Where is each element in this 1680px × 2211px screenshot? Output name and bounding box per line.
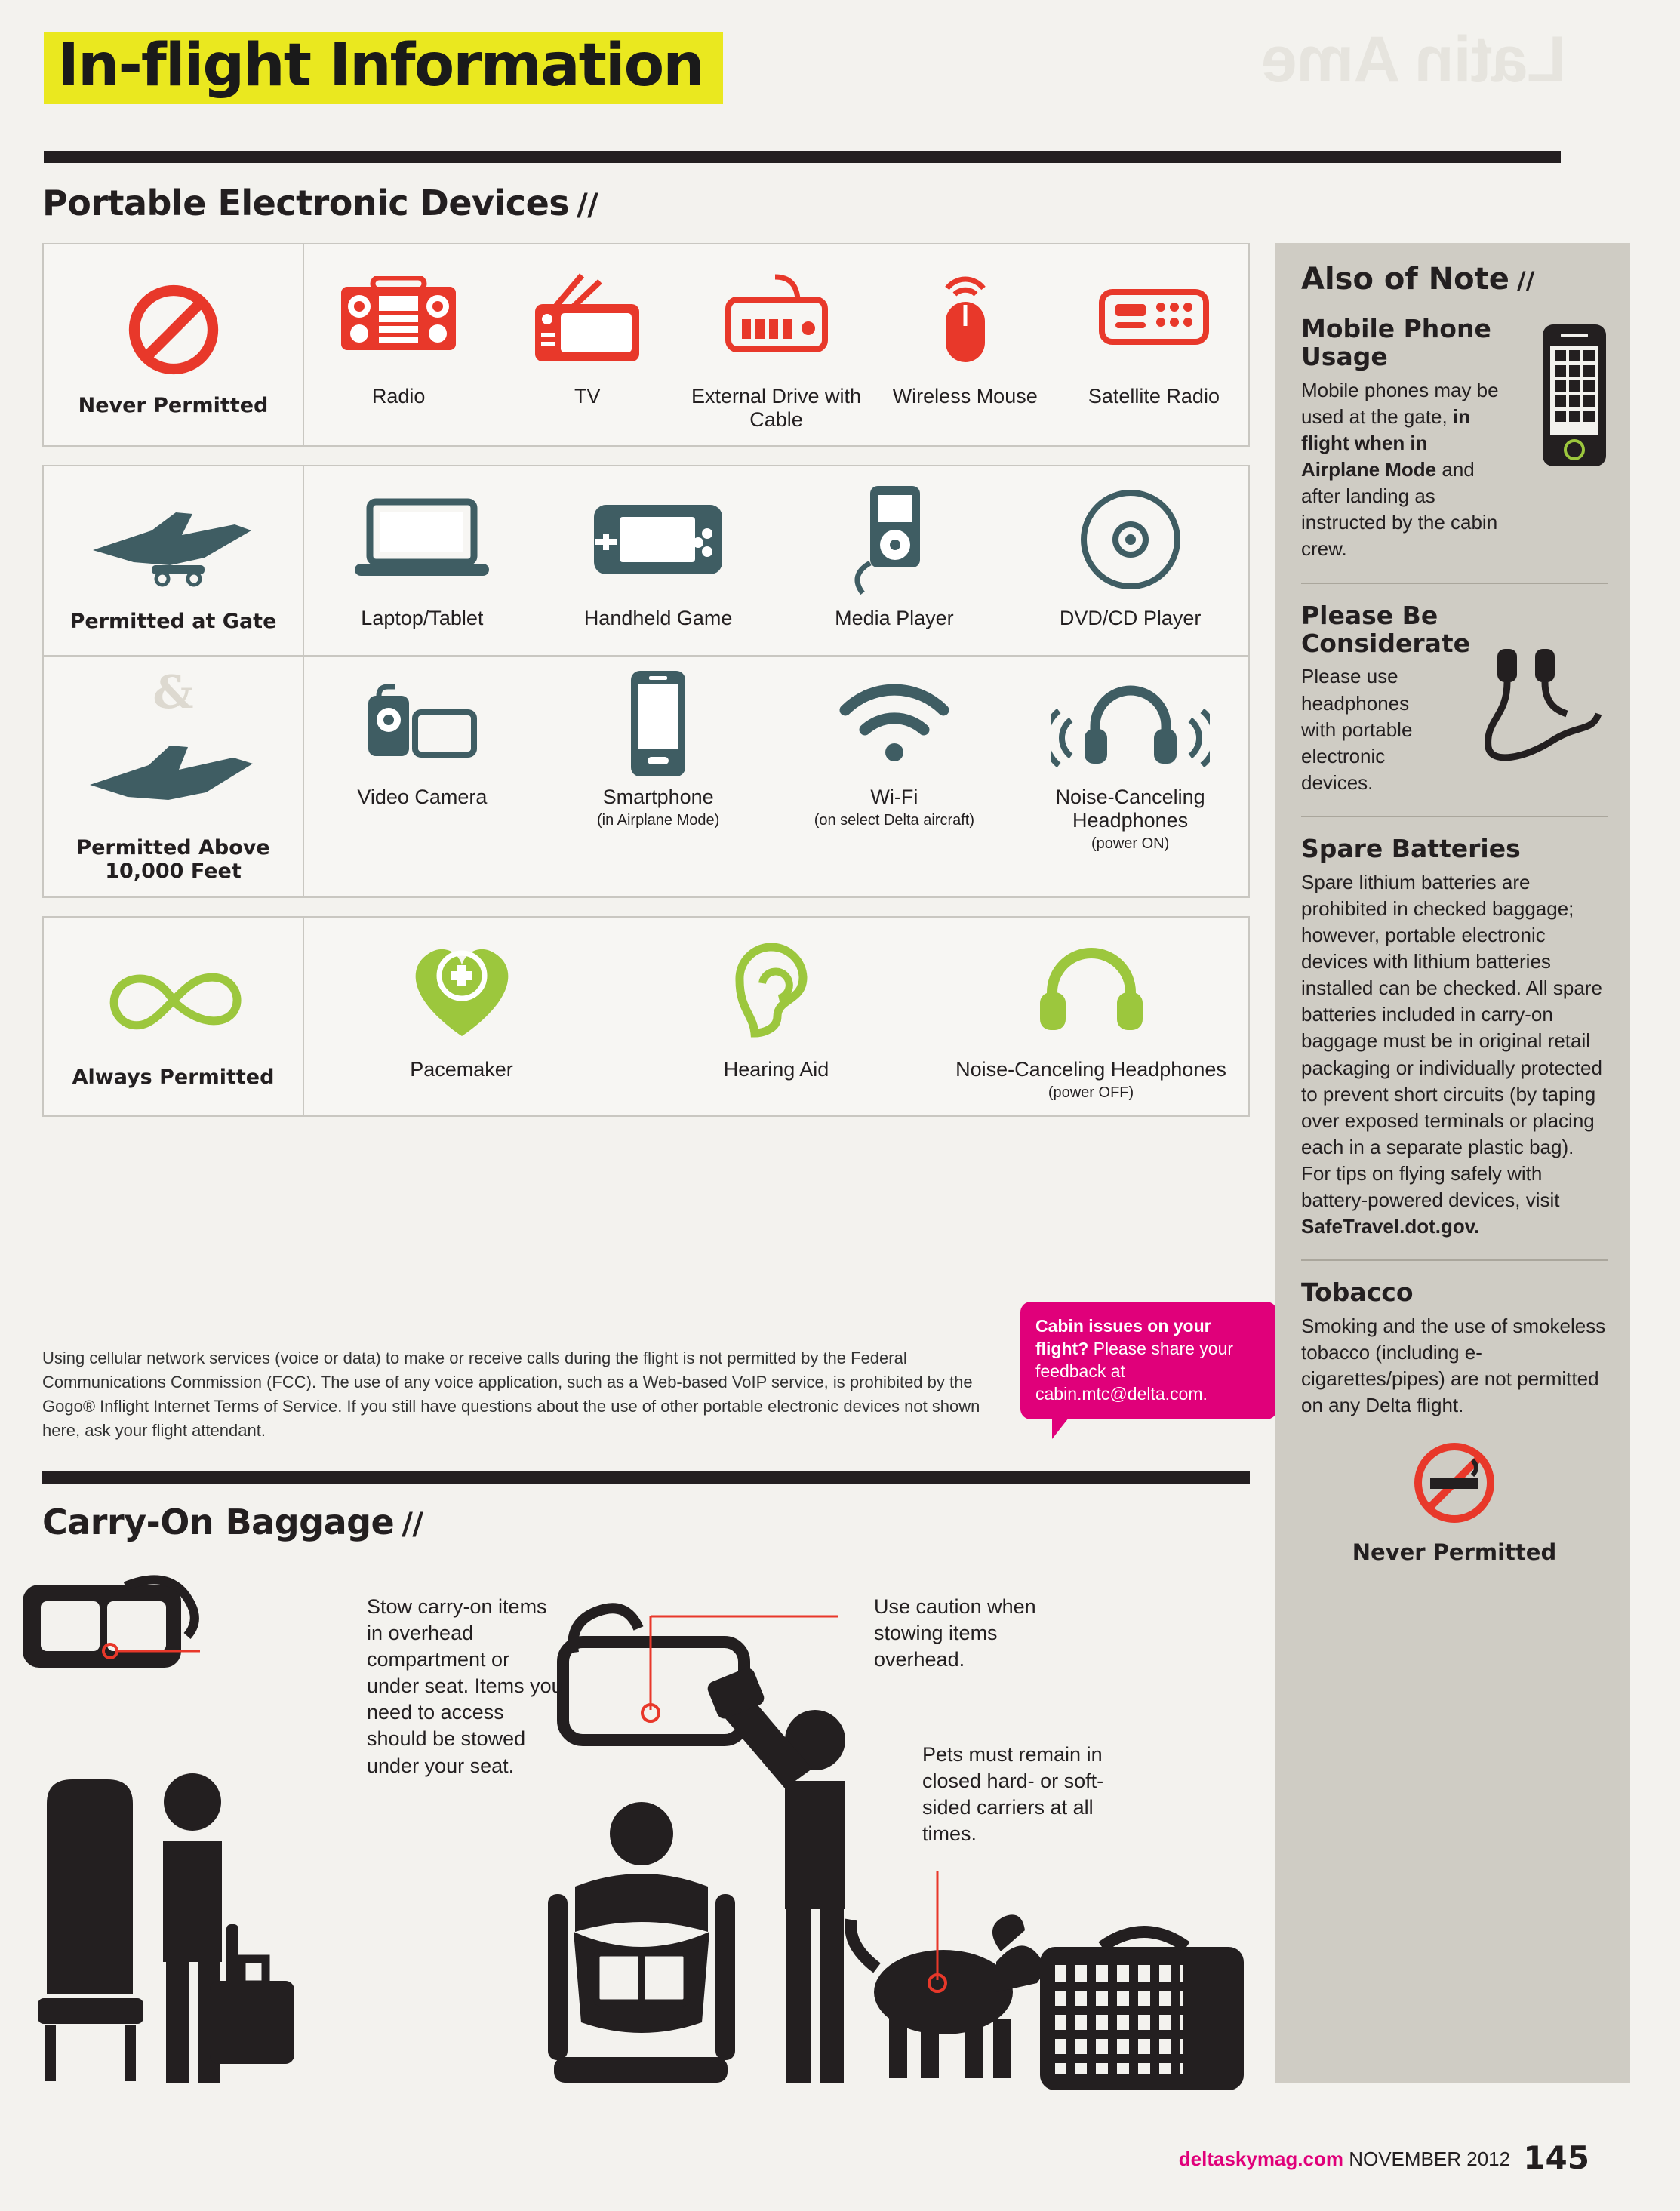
ped-item-subcaption: (on select Delta aircraft) bbox=[814, 812, 975, 829]
smartphone-icon bbox=[546, 673, 771, 775]
feedback-callout-text: Please share your feedback at cabin.mtc@delta.com. bbox=[1035, 1338, 1234, 1404]
satellite-radio-icon bbox=[1066, 261, 1242, 374]
ped-block-always-permitted bbox=[42, 916, 1250, 1117]
sidebar-block-text: Smoking and the use of smokeless tobacco (including e-cigarettes/pipes) are not permitted on any Delta flight. bbox=[1301, 1315, 1606, 1417]
ped-items-row-always bbox=[304, 918, 1248, 1115]
carryon-rule bbox=[42, 1471, 1250, 1484]
carryon-callout-caution: Use caution when stowing items overhead. bbox=[874, 1595, 1036, 1671]
infinity-icon bbox=[91, 945, 257, 1058]
ped-items-row bbox=[304, 244, 1248, 445]
ped-disclaimer: Using cellular network services (voice or data) to make or receive calls during the flight is not permitted by the Federal Communications Commission (FCC). The use of any voice application, such as a Web-based VoIP service, is prohibited by the Gogo® Inflight Internet Terms of Service. If you still have questions about the use of other portable electronic devices not shown here, ask your flight attendant. bbox=[42, 1348, 980, 1440]
slash-decoration-2: // bbox=[402, 1507, 423, 1542]
ped-row-label-cell bbox=[44, 244, 304, 445]
text-part-bold: SafeTravel.dot.gov. bbox=[1301, 1215, 1480, 1238]
page-title: In-flight Information bbox=[57, 32, 703, 100]
ped-item-nc-headphones-off bbox=[934, 934, 1248, 1102]
ampersand-decoration: & bbox=[152, 666, 194, 720]
ped-item-caption: Satellite Radio bbox=[1088, 385, 1220, 407]
ped-item-caption: TV bbox=[574, 385, 601, 407]
service-dog-icon bbox=[851, 1871, 1043, 2078]
ped-item-caption: Media Player bbox=[835, 607, 954, 630]
video-camera-icon bbox=[310, 673, 534, 775]
mobile-phone-icon bbox=[1538, 320, 1611, 475]
ped-item-wifi bbox=[777, 673, 1013, 829]
sidebar-block-title: Mobile Phone Usage bbox=[1301, 314, 1491, 371]
title-rule bbox=[44, 151, 1561, 163]
sidebar-separator bbox=[1301, 583, 1608, 584]
sidebar-block-considerate bbox=[1301, 602, 1608, 796]
ped-item-caption: Smartphone bbox=[602, 786, 714, 809]
overhead-bin-left-icon bbox=[23, 1579, 200, 1668]
ped-item-caption: Noise-Canceling Headphones bbox=[955, 1058, 1226, 1081]
sidebar-block-text bbox=[1301, 869, 1608, 1240]
no-smoking-figure bbox=[1301, 1439, 1608, 1565]
ped-item-caption: Wireless Mouse bbox=[892, 385, 1038, 407]
ped-item-laptop-tablet bbox=[304, 483, 540, 630]
ped-item-caption: Pacemaker bbox=[410, 1058, 513, 1081]
airplane-seat-icon bbox=[38, 1779, 143, 2081]
no-smoking-caption: Never Permitted bbox=[1352, 1539, 1557, 1565]
prohibited-icon bbox=[125, 273, 223, 386]
feedback-callout bbox=[1020, 1302, 1277, 1419]
sidebar-separator-2 bbox=[1301, 816, 1608, 817]
sidebar-block-tobacco bbox=[1301, 1279, 1608, 1564]
feedback-callout-bold: Cabin issues on your flight? bbox=[1035, 1316, 1211, 1358]
text-part-bold: in flight when in Airplane Mode bbox=[1301, 405, 1471, 481]
ped-item-hearing-aid bbox=[619, 934, 934, 1081]
external-drive-icon bbox=[688, 261, 864, 374]
ped-item-subcaption: (in Airplane Mode) bbox=[596, 812, 720, 829]
ped-block-gate-and-above bbox=[42, 465, 1250, 898]
page-title-highlight bbox=[44, 32, 723, 104]
ped-row-label-cell-always bbox=[44, 918, 304, 1115]
sidebar-block-spare-batteries bbox=[1301, 835, 1608, 1240]
airplane-on-ground-icon bbox=[79, 489, 268, 602]
sidebar bbox=[1275, 243, 1630, 2083]
noise-canceling-headphones-icon bbox=[1018, 673, 1242, 775]
ped-item-caption: Handheld Game bbox=[583, 607, 733, 630]
ped-item-radio bbox=[304, 261, 493, 408]
section-title-carryon bbox=[42, 1502, 423, 1542]
ped-item-video-camera bbox=[304, 673, 540, 809]
ped-item-nc-headphones-on bbox=[1012, 673, 1248, 853]
ped-item-caption: DVD/CD Player bbox=[1059, 607, 1202, 630]
passenger-seated-reading-icon bbox=[548, 1802, 735, 2083]
carryon-callout-pets: Pets must remain in closed hard- or soft-sided carriers at all times. bbox=[922, 1743, 1104, 1846]
sidebar-separator-3 bbox=[1301, 1259, 1608, 1261]
ped-item-subcaption: (power OFF) bbox=[1048, 1084, 1134, 1102]
sidebar-block-mobile-phone bbox=[1301, 315, 1608, 563]
ped-item-caption: Wi-Fi bbox=[870, 786, 918, 809]
footer-url: deltaskymag.com bbox=[1178, 2148, 1343, 2170]
ped-item-caption: Radio bbox=[371, 385, 426, 407]
dvd-cd-player-icon bbox=[1018, 483, 1242, 596]
ped-item-caption: Noise-Canceling Headphones bbox=[1055, 786, 1205, 832]
text-part: Mobile phones may be used at the gate, bbox=[1301, 378, 1499, 428]
ped-item-caption: External Drive with Cable bbox=[691, 385, 862, 432]
ped-label-gate: Permitted at Gate bbox=[69, 609, 277, 633]
ped-item-caption: Hearing Aid bbox=[723, 1058, 829, 1081]
earbuds-icon bbox=[1479, 641, 1615, 766]
wireless-mouse-icon bbox=[877, 261, 1054, 374]
ped-items-row-gate bbox=[304, 466, 1248, 655]
sidebar-block-title: Spare Batteries bbox=[1301, 833, 1521, 863]
text-part: and after landing as instructed by the cabin crew. bbox=[1301, 458, 1498, 561]
ped-item-wireless-mouse bbox=[871, 261, 1060, 408]
passenger-standing-icon bbox=[163, 1773, 294, 2083]
ped-item-pacemaker bbox=[304, 934, 619, 1081]
radio-boombox-icon bbox=[310, 261, 487, 374]
carryon-callout-stow: Stow carry-on items in overhead compartment or under seat. Items you need to access should be stowed under your seat. bbox=[367, 1595, 563, 1777]
ped-item-caption: Laptop/Tablet bbox=[361, 607, 484, 630]
page-footer bbox=[1179, 2139, 1589, 2176]
sidebar-block-text: Please use headphones with portable electronic devices. bbox=[1301, 665, 1413, 794]
footer-page-number: 145 bbox=[1523, 2139, 1589, 2176]
sidebar-heading-label: Also of Note bbox=[1301, 262, 1509, 297]
ped-row-label-cell-above bbox=[44, 657, 304, 896]
ped-label-always: Always Permitted bbox=[72, 1065, 275, 1089]
wifi-icon bbox=[783, 673, 1007, 775]
section-title-ped bbox=[42, 183, 598, 223]
ped-item-subcaption: (power ON) bbox=[1091, 835, 1170, 853]
ped-item-handheld-game bbox=[540, 483, 777, 630]
ped-item-external-drive bbox=[682, 261, 870, 432]
noise-canceling-headphones-off-icon bbox=[940, 934, 1242, 1047]
slash-decoration-3: // bbox=[1516, 266, 1535, 295]
ped-label-above: Permitted Above 10,000 Feet bbox=[76, 836, 270, 884]
ped-table bbox=[42, 243, 1250, 1135]
section-title-carryon-label: Carry-On Baggage bbox=[42, 1502, 395, 1542]
handheld-game-icon bbox=[546, 483, 771, 596]
no-smoking-icon bbox=[1301, 1439, 1608, 1533]
ped-item-smartphone bbox=[540, 673, 777, 829]
text-part: Spare lithium batteries are prohibited in checked baggage; however, portable electronic devices with lithium batteries installed can be checked. All spare batteries included in carry-on baggage must be in original retail packaging or individually protected to prevent short circuits (by taping over exposed terminals or placing each in a separate plastic bag). For tips on flying safely with battery-powered devices, visit bbox=[1301, 870, 1602, 1212]
tv-icon bbox=[499, 261, 675, 374]
ped-item-caption: Video Camera bbox=[357, 786, 488, 809]
media-player-icon bbox=[783, 483, 1007, 596]
airplane-in-flight-icon bbox=[79, 715, 268, 829]
ped-block-never-permitted bbox=[42, 243, 1250, 447]
ped-row-label-cell-gate bbox=[44, 466, 304, 655]
section-title-ped-label: Portable Electronic Devices bbox=[42, 183, 570, 223]
sidebar-heading bbox=[1301, 263, 1608, 296]
sidebar-block-text bbox=[1301, 377, 1505, 563]
ped-item-tv bbox=[493, 261, 682, 408]
ped-item-media-player bbox=[777, 483, 1013, 630]
ped-items-row-above bbox=[304, 657, 1248, 896]
sidebar-block-title: Tobacco bbox=[1301, 1278, 1414, 1308]
laptop-tablet-icon bbox=[310, 483, 534, 596]
slash-decoration: // bbox=[577, 188, 598, 223]
ped-item-dvd-cd bbox=[1012, 483, 1248, 630]
pet-carrier-icon bbox=[1040, 1932, 1244, 2090]
pacemaker-heart-icon bbox=[310, 934, 613, 1047]
sidebar-block-title: Please Be Considerate bbox=[1301, 600, 1471, 658]
ghost-reverse-text: Latin Ame bbox=[1262, 23, 1567, 96]
hearing-aid-ear-icon bbox=[625, 934, 928, 1047]
ped-item-satellite-radio bbox=[1060, 261, 1248, 408]
ped-label: Never Permitted bbox=[78, 393, 269, 417]
footer-issue: NOVEMBER 2012 bbox=[1349, 2148, 1511, 2170]
